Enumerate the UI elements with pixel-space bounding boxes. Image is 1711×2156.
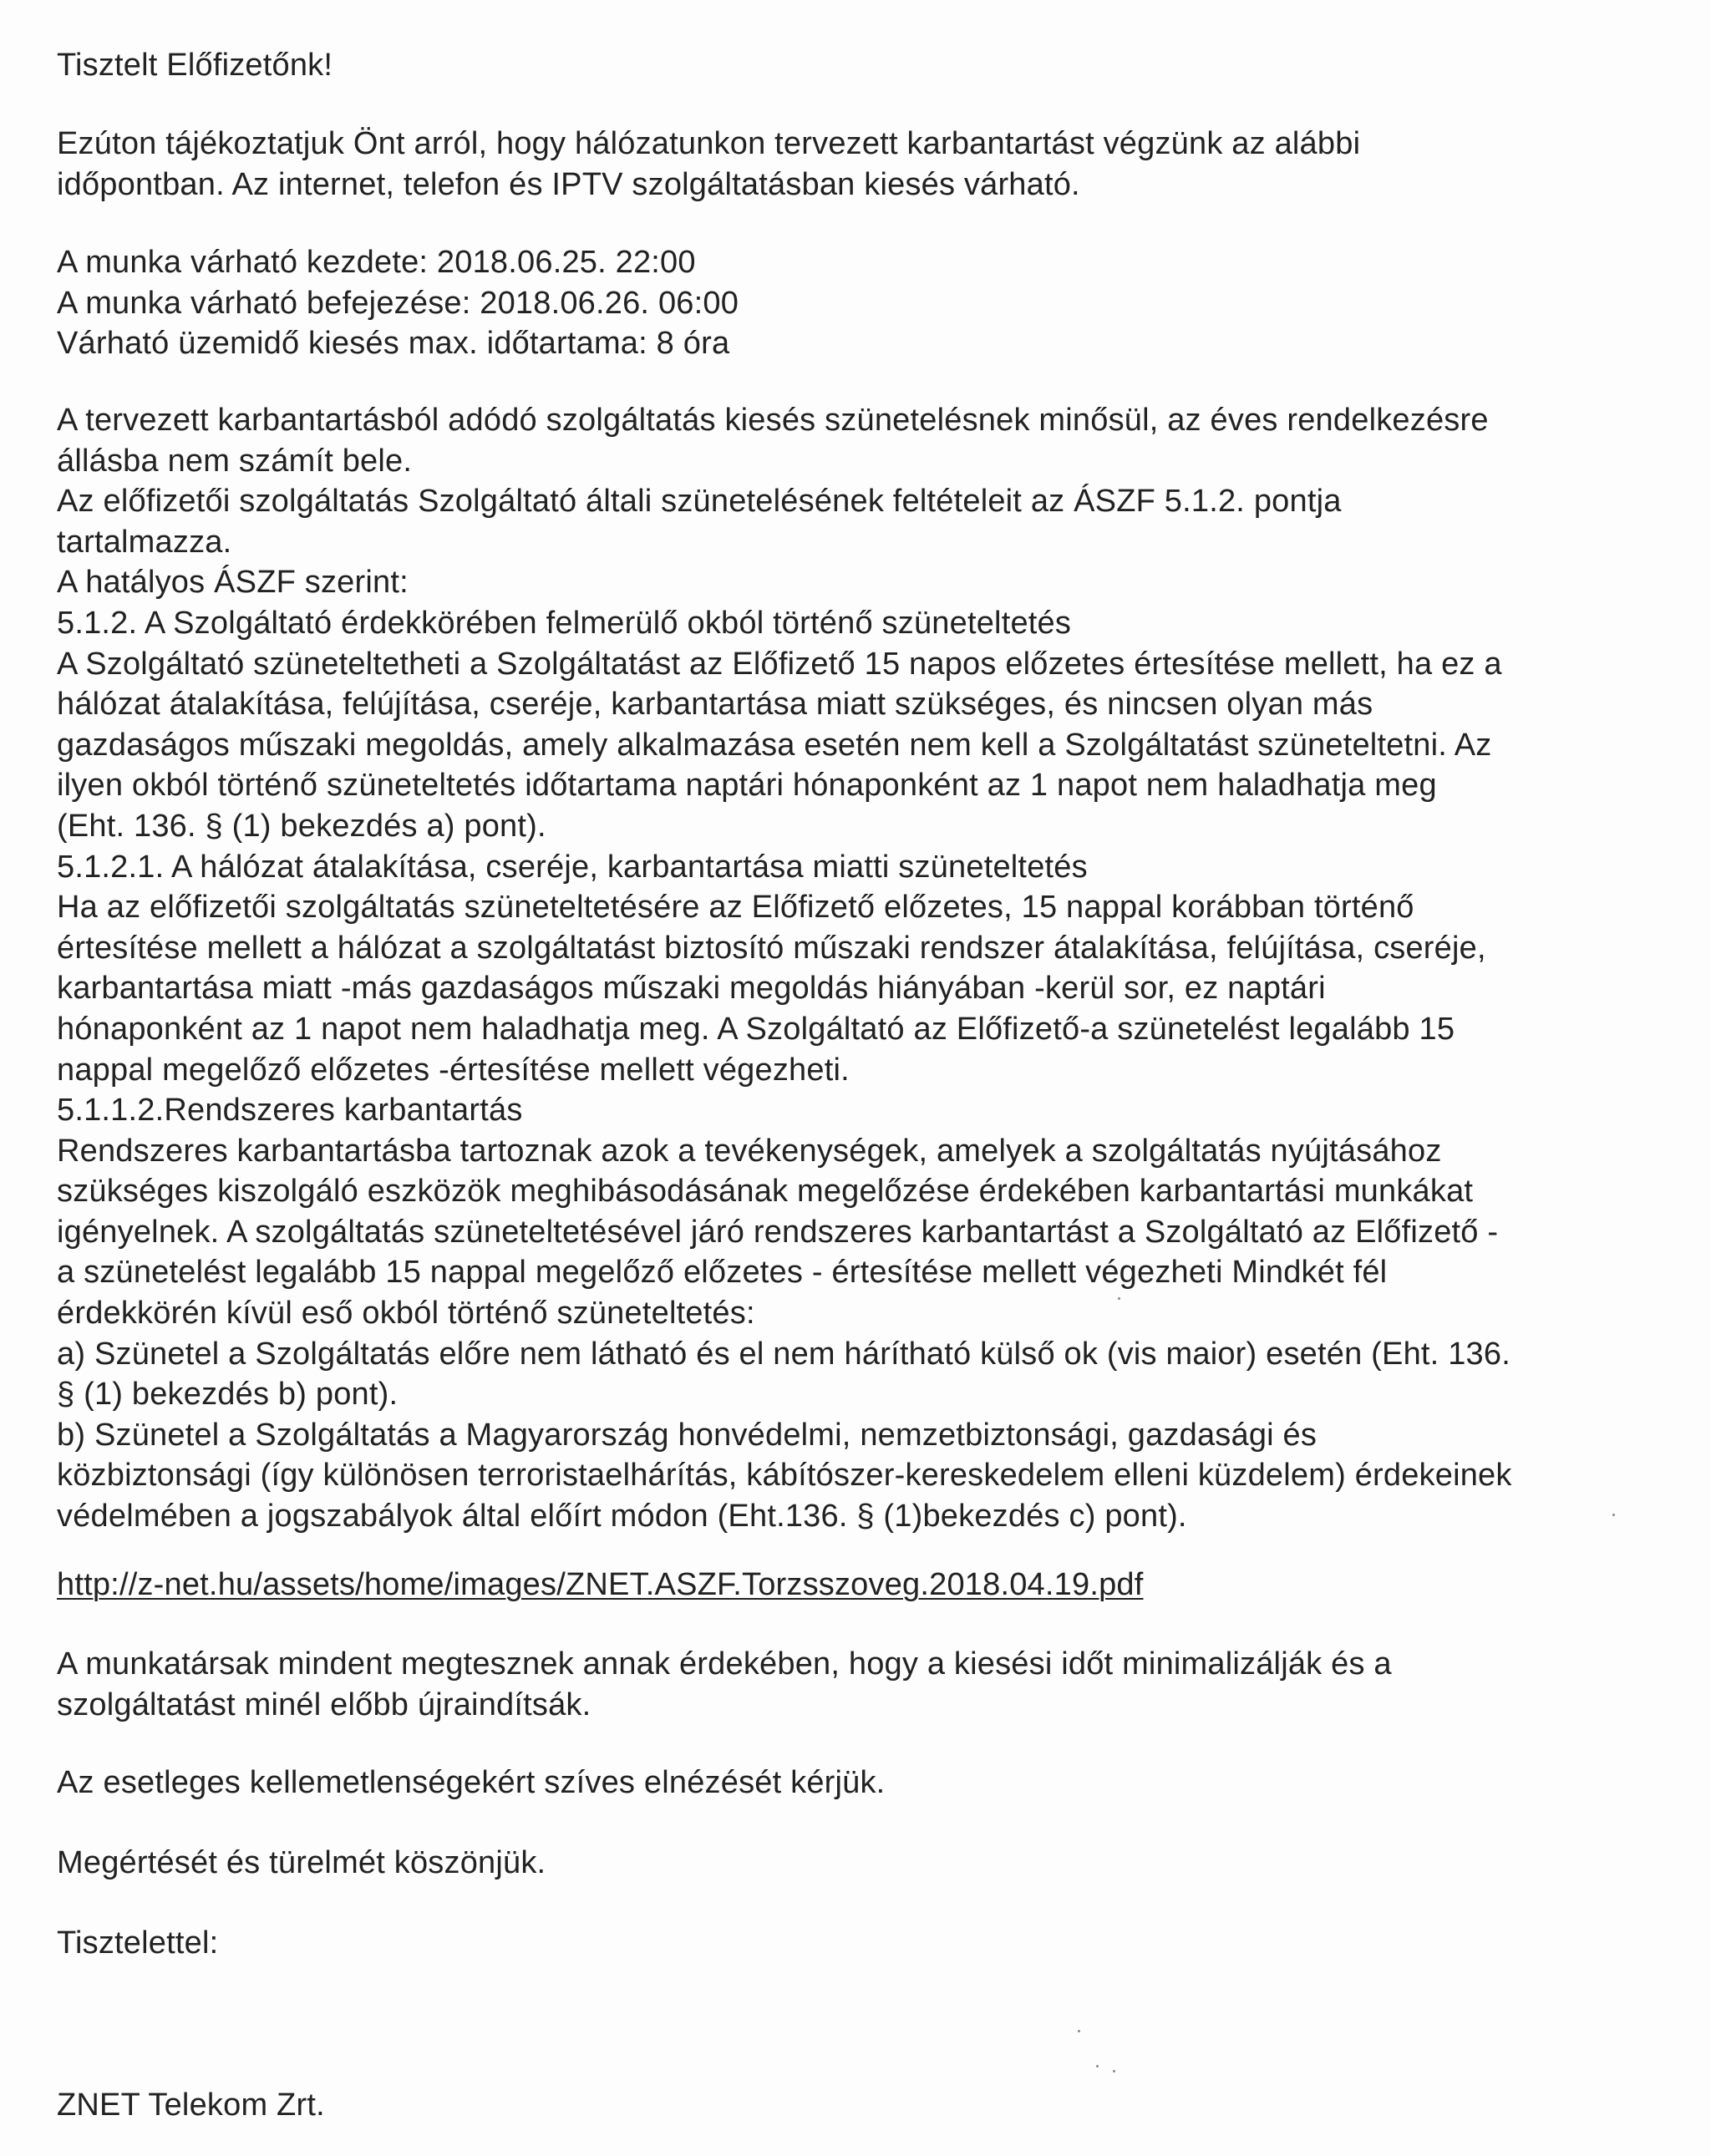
closing-line: A munkatársak mindent megtesznek annak érdekében, hogy a kiesési időt minimalizálják és a — [57, 1646, 1392, 1682]
scan-speck — [1118, 1297, 1120, 1300]
legal-line: érdekkörén kívül eső okból történő szüneteltetés: — [57, 1296, 755, 1332]
intro-line: időpontban. Az internet, telefon és IPTV szolgáltatásban kiesés várható. — [57, 166, 1080, 202]
schedule-start: A munka várható kezdete: 2018.06.25. 22:00 — [57, 245, 696, 280]
greeting-text: Tisztelt Előfizetőnk! — [57, 48, 333, 83]
legal-line: gazdaságos műszaki megoldás, amely alkalmazása esetén nem kell a Szolgáltatást szüneteltetni. Az — [57, 727, 1492, 763]
thanks-text: Megértését és türelmét köszönjük. — [57, 1845, 546, 1880]
legal-line: b) Szünetel a Szolgáltatás a Magyarország honvédelmi, nemzetbiztonsági, gazdasági és — [57, 1417, 1318, 1453]
scan-speck — [1078, 2030, 1080, 2032]
legal-line: a) Szünetel a Szolgáltatás előre nem látható és el nem hárítható külső ok (vis maior) esetén (Eht. 136. — [57, 1336, 1510, 1372]
legal-section-heading: 5.1.2.1. A hálózat átalakítása, cseréje, karbantartása miatti szüneteltetés — [57, 849, 1088, 885]
apology-paragraph — [57, 1763, 1644, 1803]
schedule-end: A munka várható befejezése: 2018.06.26. 06:00 — [57, 285, 739, 321]
legal-line: szükséges kiszolgáló eszközök meghibásodásának megelőzése érdekében karbantartási munkákat — [57, 1174, 1474, 1210]
legal-line: értesítése mellett a hálózat a szolgáltatást biztosító műszaki rendszer átalakítása, felújítása, cseréje, — [57, 930, 1486, 966]
legal-line: a szünetelést legalább 15 nappal megelőző előzetes - értesítése mellett végezheti Mindkét fél — [57, 1255, 1388, 1291]
apology-text: Az esetleges kellemetlenségekért szíves elnézését kérjük. — [57, 1765, 886, 1800]
legal-line: § (1) bekezdés b) pont). — [57, 1377, 399, 1413]
schedule-duration: Várható üzemidő kiesés max. időtartama: 8 óra — [57, 326, 730, 362]
greeting — [57, 45, 1644, 86]
legal-line: karbantartása miatt -más gazdaságos műszaki megoldás hiányában -kerül sor, ez naptári — [57, 971, 1326, 1007]
aszf-link-block — [57, 1565, 1644, 1606]
signature-block — [57, 2085, 1644, 2126]
legal-section-heading: 5.1.2. A Szolgáltató érdekkörében felmerülő okból történő szüneteltetés — [57, 605, 1072, 641]
scan-speck — [1113, 2070, 1115, 2072]
scan-speck — [1612, 1514, 1615, 1516]
legal-line: hónaponként az 1 napot nem haladhatja meg. A Szolgáltató az Előfizető-a szünetelést legalább 15 — [57, 1011, 1455, 1047]
aszf-pdf-link[interactable]: http://z-net.hu/assets/home/images/ZNET.ASZF.Torzsszoveg.2018.04.19.pdf — [57, 1567, 1144, 1602]
legal-text — [57, 400, 1644, 1537]
legal-line: A hatályos ÁSZF szerint: — [57, 565, 409, 601]
regards-paragraph — [57, 1923, 1644, 1964]
legal-line: nappal megelőző előzetes -értesítése mellett végezheti. — [57, 1052, 850, 1088]
legal-line: (Eht. 136. § (1) bekezdés a) pont). — [57, 808, 546, 844]
legal-line: közbiztonsági (így különösen terroristaelhárítás, kábítószer-kereskedelem elleni küzdelem) érdekeinek — [57, 1458, 1512, 1494]
legal-line: ilyen okból történő szüneteltetés időtartama naptári hónaponként az 1 napot nem haladhatja meg — [57, 768, 1437, 804]
legal-line: állásba nem számít bele. — [57, 443, 413, 479]
scan-speck — [1096, 2065, 1099, 2067]
legal-line: A tervezett karbantartásból adódó szolgáltatás kiesés szünetelésnek minősül, az éves rendelkezésre — [57, 403, 1489, 438]
legal-line: Ha az előfizetői szolgáltatás szüneteltetésére az Előfizető előzetes, 15 nappal korábban történő — [57, 890, 1414, 926]
thanks-paragraph — [57, 1843, 1644, 1884]
legal-line: tartalmazza. — [57, 524, 232, 560]
intro-paragraph — [57, 124, 1644, 205]
closing-line: szolgáltatást minél előbb újraindítsák. — [57, 1687, 591, 1722]
schedule-block — [57, 242, 1644, 364]
intro-line: Ezúton tájékoztatjuk Önt arról, hogy hálózatunkon tervezett karbantartást végzünk az alábbi — [57, 126, 1361, 161]
legal-line: A Szolgáltató szüneteltetheti a Szolgáltatást az Előfizető 15 napos előzetes értesítése mellett, ha ez a — [57, 646, 1502, 682]
legal-line: védelmében a jogszabályok által előírt módon (Eht.136. § (1)bekezdés c) pont). — [57, 1499, 1187, 1535]
legal-line: hálózat átalakítása, felújítása, cseréje, karbantartása miatt szükséges, és nincsen olyan más — [57, 687, 1373, 723]
closing-paragraph — [57, 1644, 1644, 1725]
legal-line: Az előfizetői szolgáltatás Szolgáltató általi szünetelésének feltételeit az ÁSZF 5.1.2. pontja — [57, 484, 1342, 520]
regards-text: Tisztelettel: — [57, 1925, 219, 1961]
signature-company: ZNET Telekom Zrt. — [57, 2088, 325, 2123]
legal-line: igényelnek. A szolgáltatás szüneteltetésével járó rendszeres karbantartást a Szolgáltató az Előfizető - — [57, 1214, 1499, 1250]
legal-section-heading: 5.1.1.2.Rendszeres karbantartás — [57, 1093, 523, 1129]
legal-line: Rendszeres karbantartásba tartoznak azok a tevékenységek, amelyek a szolgáltatás nyújtásához — [57, 1133, 1442, 1169]
